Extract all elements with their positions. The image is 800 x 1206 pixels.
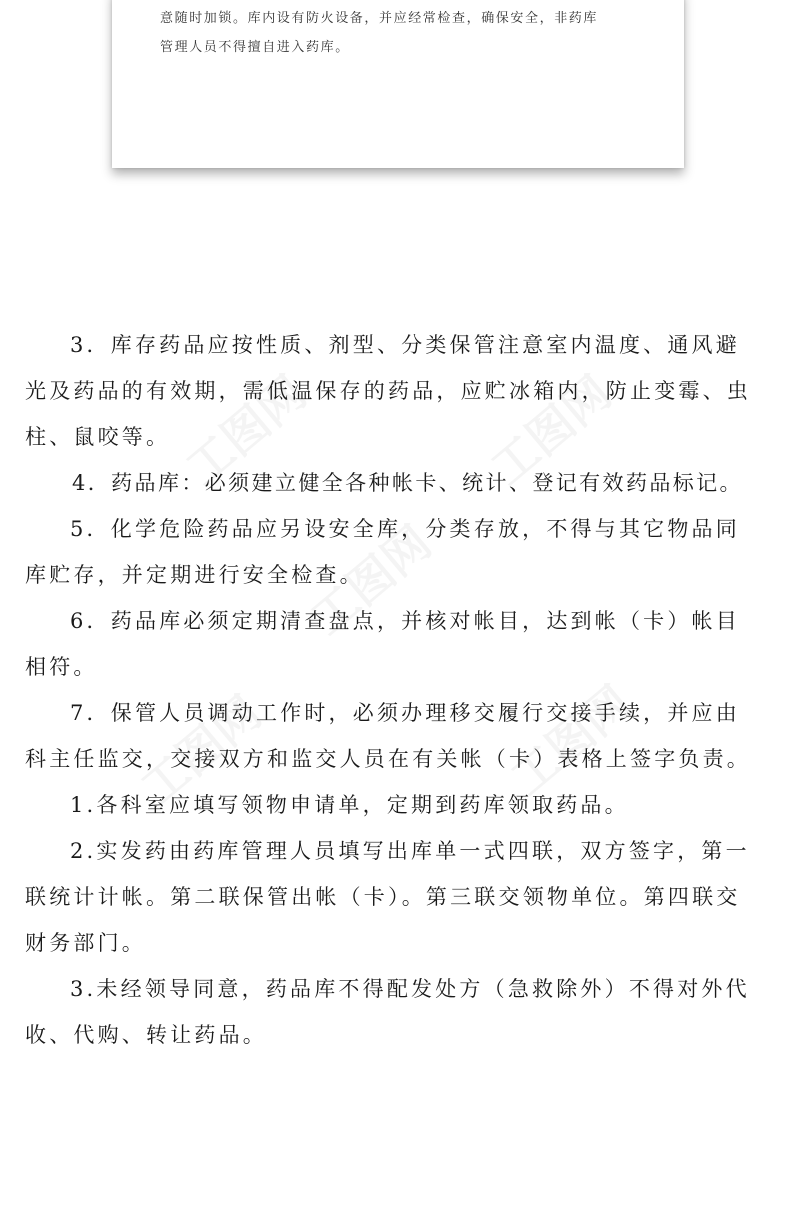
card-text-line: 管理人员不得擅自进入药库。 xyxy=(160,40,350,55)
document-body xyxy=(0,322,800,1058)
paragraph-line: 4．药品库：必须建立健全各种帐卡、统计、登记有效药品标记。 xyxy=(72,471,743,495)
paragraph xyxy=(0,690,800,782)
paragraph-line: 光及药品的有效期，需低温保存的药品，应贮冰箱内，防止变霉、虫 xyxy=(25,379,751,403)
paragraph xyxy=(0,506,800,598)
paragraph xyxy=(0,460,800,506)
paragraph-line: 7．保管人员调动工作时，必须办理移交履行交接手续，并应由 xyxy=(70,701,740,725)
paragraph-line: 6．药品库必须定期清查盘点，并核对帐目，达到帐（卡）帐目 xyxy=(70,609,740,633)
paragraph-line: 收、代购、转让药品。 xyxy=(25,1023,267,1047)
paragraph-line: 3.未经领导同意，药品库不得配发处方（急救除外）不得对外代 xyxy=(70,977,750,1001)
document-card-preview xyxy=(112,0,684,168)
paragraph xyxy=(0,966,800,1058)
paragraph-line: 联统计计帐。第二联保管出帐（卡）。第三联交领物单位。第四联交 xyxy=(25,885,741,909)
paragraph xyxy=(0,598,800,690)
paragraph-line: 科主任监交，交接双方和监交人员在有关帐（卡）表格上签字负责。 xyxy=(25,747,751,771)
paragraph-line: 财务部门。 xyxy=(25,931,146,955)
paragraph-line: 3．库存药品应按性质、剂型、分类保管注意室内温度、通风避 xyxy=(70,333,740,357)
paragraph xyxy=(0,322,800,460)
paragraph-line: 1.各科室应填写领物申请单，定期到药库领取药品。 xyxy=(70,793,629,817)
paragraph-line: 2.实发药由药库管理人员填写出库单一式四联，双方签字，第一 xyxy=(70,839,750,863)
card-text-line: 意随时加锁。库内设有防火设备，并应经常检查，确保安全，非药库 xyxy=(160,11,599,26)
paragraph-line: 相符。 xyxy=(25,655,98,679)
paragraph-line: 库贮存，并定期进行安全检查。 xyxy=(25,563,364,587)
paragraph-line: 5．化学危险药品应另设安全库，分类存放，不得与其它物品同 xyxy=(70,517,740,541)
paragraph xyxy=(0,782,800,828)
paragraph xyxy=(0,828,800,966)
paragraph-line: 柱、鼠咬等。 xyxy=(25,425,171,449)
